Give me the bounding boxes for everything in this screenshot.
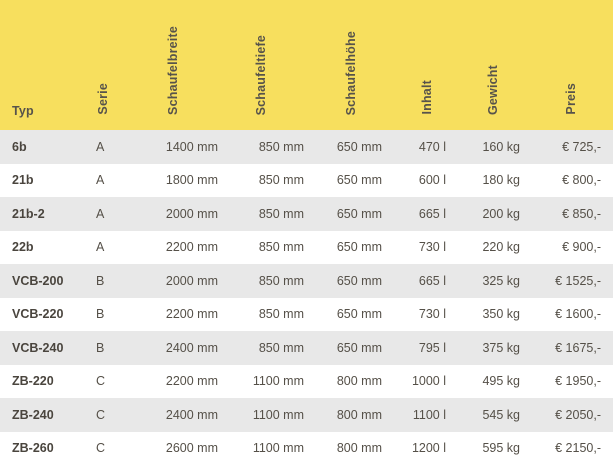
- table-row: [0, 231, 613, 265]
- cell-serie: B: [88, 331, 150, 365]
- cell-preis: € 2150,-: [542, 432, 613, 465]
- cell-gewicht: 180 kg: [472, 164, 542, 198]
- table-row: [0, 365, 613, 399]
- cell-preis: € 1675,-: [542, 331, 613, 365]
- cell-serie: C: [88, 398, 150, 432]
- column-header-schaufelbreite: Schaufelbreite: [150, 0, 240, 130]
- cell-schaufeltiefe: 1100 mm: [240, 365, 330, 399]
- cell-inhalt: 665 l: [410, 197, 472, 231]
- cell-gewicht: 220 kg: [472, 231, 542, 265]
- cell-preis: € 1950,-: [542, 365, 613, 399]
- cell-serie: A: [88, 231, 150, 265]
- cell-gewicht: 325 kg: [472, 264, 542, 298]
- cell-serie: B: [88, 298, 150, 332]
- cell-typ: VCB-240: [0, 331, 88, 365]
- column-header-schaufeltiefe: Schaufeltiefe: [240, 0, 330, 130]
- cell-schaufeltiefe: 850 mm: [240, 264, 330, 298]
- cell-schaufelbreite: 2200 mm: [150, 231, 240, 265]
- cell-schaufelhoehe: 650 mm: [330, 197, 410, 231]
- column-header-typ: Typ: [0, 0, 88, 130]
- cell-typ: 21b: [0, 164, 88, 198]
- cell-preis: € 900,-: [542, 231, 613, 265]
- cell-inhalt: 730 l: [410, 298, 472, 332]
- cell-schaufelbreite: 1400 mm: [150, 130, 240, 164]
- cell-gewicht: 375 kg: [472, 331, 542, 365]
- cell-typ: VCB-200: [0, 264, 88, 298]
- cell-serie: B: [88, 264, 150, 298]
- table-row: [0, 398, 613, 432]
- cell-typ: ZB-240: [0, 398, 88, 432]
- table-body: [0, 130, 613, 465]
- header-row: [0, 0, 613, 130]
- cell-schaufelbreite: 2000 mm: [150, 197, 240, 231]
- cell-gewicht: 545 kg: [472, 398, 542, 432]
- table-header: [0, 0, 613, 130]
- cell-schaufelhoehe: 650 mm: [330, 331, 410, 365]
- cell-schaufelhoehe: 650 mm: [330, 130, 410, 164]
- cell-serie: A: [88, 197, 150, 231]
- cell-inhalt: 600 l: [410, 164, 472, 198]
- column-header-gewicht: Gewicht: [472, 0, 542, 130]
- cell-schaufelhoehe: 650 mm: [330, 164, 410, 198]
- cell-gewicht: 595 kg: [472, 432, 542, 465]
- cell-schaufeltiefe: 850 mm: [240, 197, 330, 231]
- cell-schaufelbreite: 2400 mm: [150, 331, 240, 365]
- cell-schaufelbreite: 1800 mm: [150, 164, 240, 198]
- cell-schaufelbreite: 2600 mm: [150, 432, 240, 465]
- cell-preis: € 2050,-: [542, 398, 613, 432]
- cell-preis: € 1600,-: [542, 298, 613, 332]
- cell-gewicht: 200 kg: [472, 197, 542, 231]
- cell-schaufeltiefe: 850 mm: [240, 231, 330, 265]
- cell-schaufelhoehe: 800 mm: [330, 432, 410, 465]
- cell-schaufelhoehe: 650 mm: [330, 231, 410, 265]
- cell-preis: € 800,-: [542, 164, 613, 198]
- cell-schaufelbreite: 2200 mm: [150, 365, 240, 399]
- cell-gewicht: 160 kg: [472, 130, 542, 164]
- cell-serie: A: [88, 164, 150, 198]
- table-row: [0, 331, 613, 365]
- cell-schaufeltiefe: 850 mm: [240, 331, 330, 365]
- table-row: [0, 432, 613, 465]
- table-row: [0, 130, 613, 164]
- column-header-serie: Serie: [88, 0, 150, 130]
- cell-preis: € 725,-: [542, 130, 613, 164]
- cell-inhalt: 1000 l: [410, 365, 472, 399]
- table-row: [0, 298, 613, 332]
- cell-schaufeltiefe: 1100 mm: [240, 432, 330, 465]
- cell-inhalt: 730 l: [410, 231, 472, 265]
- cell-schaufeltiefe: 850 mm: [240, 164, 330, 198]
- cell-schaufelbreite: 2000 mm: [150, 264, 240, 298]
- cell-schaufelhoehe: 650 mm: [330, 264, 410, 298]
- cell-typ: ZB-220: [0, 365, 88, 399]
- cell-typ: 21b-2: [0, 197, 88, 231]
- cell-schaufelbreite: 2200 mm: [150, 298, 240, 332]
- cell-preis: € 1525,-: [542, 264, 613, 298]
- cell-typ: 22b: [0, 231, 88, 265]
- table-row: [0, 197, 613, 231]
- cell-inhalt: 665 l: [410, 264, 472, 298]
- cell-schaufelhoehe: 800 mm: [330, 398, 410, 432]
- cell-inhalt: 1100 l: [410, 398, 472, 432]
- table-row: [0, 264, 613, 298]
- column-header-schaufelhoehe: Schaufelhöhe: [330, 0, 410, 130]
- cell-schaufeltiefe: 1100 mm: [240, 398, 330, 432]
- cell-schaufelhoehe: 650 mm: [330, 298, 410, 332]
- cell-gewicht: 495 kg: [472, 365, 542, 399]
- cell-serie: A: [88, 130, 150, 164]
- cell-schaufeltiefe: 850 mm: [240, 298, 330, 332]
- cell-schaufelbreite: 2400 mm: [150, 398, 240, 432]
- cell-serie: C: [88, 365, 150, 399]
- cell-typ: ZB-260: [0, 432, 88, 465]
- cell-inhalt: 470 l: [410, 130, 472, 164]
- column-header-preis: Preis: [542, 0, 613, 130]
- cell-inhalt: 795 l: [410, 331, 472, 365]
- cell-typ: VCB-220: [0, 298, 88, 332]
- cell-preis: € 850,-: [542, 197, 613, 231]
- cell-schaufeltiefe: 850 mm: [240, 130, 330, 164]
- table-row: [0, 164, 613, 198]
- cell-gewicht: 350 kg: [472, 298, 542, 332]
- cell-serie: C: [88, 432, 150, 465]
- column-header-inhalt: Inhalt: [410, 0, 472, 130]
- cell-schaufelhoehe: 800 mm: [330, 365, 410, 399]
- cell-typ: 6b: [0, 130, 88, 164]
- cell-inhalt: 1200 l: [410, 432, 472, 465]
